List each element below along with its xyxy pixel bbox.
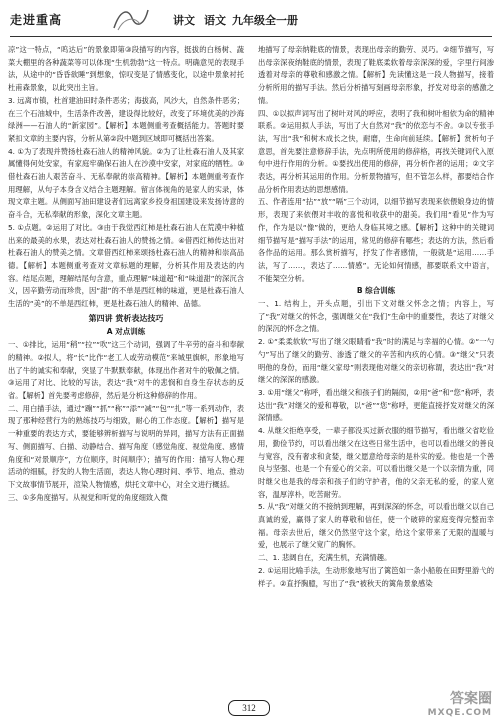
answer-paragraph: 一、1. 结构上，开头点题，引出下文对继父怀念之情；内容上，写了“我”对继父的怀念，强调继父在“我们”生命中的重要性，表达了对继父的深沉的怀念之情。 [258,299,494,334]
answer-paragraph: 2. ①“柔柔软软”写出了继父眼睛看“我”时的满足与幸福的心情。②“一勺勺”写出了继父的勤劳、渗透了继父的辛苦和内疚的心情。③“继父”只表明他的身份，而用“继父家母”则表现他对继父的亲切称谓，表达出“我”对继父的深深的感激。 [258,337,494,385]
answer-paragraph: 地描写了母亲纳鞋底的情景，表现出母亲的勤劳、灵巧。②细节描写，写出母亲深夜纳鞋底的情景，表现了鞋底柔软着母亲深深的爱，字里行间渗透着对母亲的尊敬和感激之情。【解析】先读懂这是一段人物描写，接着分析所用的描写手法。然后分析描写刻画母亲形象，抒发对母亲的感激之情。 [258,45,494,105]
brand-title: 走进重高 [10,13,63,27]
section-label-subject: 语文 [204,14,226,27]
answer-paragraph: 2. ①运用比喻手法，生动形象地写出了篱笆如一条小船般在田野里游弋的样子。②直抒胸臆，写出了“我”被秋天的篱角景象感染 [258,565,494,588]
answer-paragraph: 5. 从“我”对继父的不接纳到理解，再到深深的怀念，可以看出继父以自己真诚的爱，赢得了家人的尊敬和信任，使一个破碎的家庭变得完整而幸福。母亲去世后，继父仍然坚守这个家，给这个家带来了无限的温暖与爱，也展示了继父宽广的胸怀。 [258,502,494,550]
page-footer [0,690,500,726]
answer-paragraph: 三、①多角度描写。从视觉和听觉的角度细致入微 [8,492,168,502]
answer-paragraph: 5. ①点题。②运用了对比。③由于我觉西红柿是杜森石油人在荒漠中种植出来的最美的水果，表达对杜森石油人的赞扬之情。④借西红柿传达出对杜森石油人的赞美之情。文章借西红柿来颂扬杜森石油人的精神和崇高品德。【解析】本题侧重考查对文章标题的理解，分析其作用及表达的内容。结尾点题，理解结尾句含意，重点理解“味道超”和“味道甜”的深沉含义，因辛勤劳动而珍贵，因“甜”的不单是西红柿的味道，更是杜森石油人生活的“美”的不单是西红柿，更是杜森石油人的精神、品德。 [8,222,244,309]
section-label-lecture: 讲文 [173,14,195,27]
answer-paragraph: 四、①以拟声词写出了树叶对风的呼应，表明了我和树叶相依为命的精神联系。②运用拟人手法，写出了大自然对“我”的依恋与不舍。③以专张手法，写出“我”和树木成长之快，耐磨，生命向前延续。【解析】赏析句子意思，首先要注意修辞手法，先点明所使用的修辞格，再找关键词代入原句中进行作用的分析。①要找出使用的修辞，再分析作者的运用；②文字表达，再分析其运用的作用。分析景物描写，但不管怎么样，都要结合作品分析作用表达的思想感情。 [258,108,494,194]
section-label-grade: 九年级全一册 [232,14,298,27]
answer-paragraph: 一、①排比，运用“稍”“拉”“吹”这三个动词，强调了牛辛劳的奋斗和奉献的精神。②拟人，将“长”比作“老工人或劳动模范”来城里旗帜，形象地写出了牛的诚实和奉献，突显了牛默默奉献，体现出作者对牛的敬佩之情。③运用了对比、比较的写法，表达“我”对牛的悲悯和自身生存状态的反省。【解析】首先要考虑修辞，然后是分析这种修辞的作用。 [8,340,244,400]
section-subheading: A 对点训练 [106,327,146,337]
right-column [258,44,494,590]
left-column [8,44,244,504]
answer-paragraph: 3. 远离市镇，杜首建油田时条件恶劣；海拔高，风沙大，自然条件恶劣；在三个石油城中，生活条件改善，建设得比较好，改变了环境优美的沙海绿洲——石油人的“新家园”。【解析】本题侧重考查概括能力。答题时要紧扣文章的主要内容，分析从第②段中题到区域即可概括出答案。 [8,95,244,143]
section-subheading: B 综合训练 [356,286,396,296]
page-header [0,0,500,40]
header-divider [10,36,492,37]
decorative-flourish-icon [110,4,150,34]
answer-paragraph: 4. 从继父拒绝享受，一辈子都没买过新衣服的细节描写，看出继父省吃俭用，勤俭节约，可以看出继父在这些日常生活中，也可以看出继父的善良与宽容，没有奢求和贪婪，继父愿意给母亲的是朴实的爱。他也是一个善良与坚强、也是一个有爱心的父亲。可以看出继父是一个以亲情为重，同时继父也是我的母亲和孩子们的守护者，他的父亲无私的爱，的家人宽容，温厚淳朴，吃苦耐劳。 [258,426,494,499]
answer-paragraph: 五、作者连用“拈”“放”“嗝”三个动词，以细节描写表现来依偎娘身边的情形，表现了来依偎对丰收的喜悦和收获中的甜美。我们用“看见”作为写作，作为是以“像”做的，更给人身临其境之感。【解析】这种中的关键词细节描写是“描写手法”的运用，常见的修辞有哪些；表达的方法，然后看各作品的运用。那么赏析描写，抒发了作者感情，一般就是“运用……手法，写了……，表达了……情感”。无论如何情感，都要联系文中语言，不能架空分析。 [258,197,494,283]
answer-paragraph: 二、1. 悲阔自在，充满生机，充满情趣。 [258,553,392,563]
lesson-heading: 第四讲 赏析表达技巧 [88,313,164,323]
answer-paragraph: 3. ①用“继父”称呼，看出继父和孩子们的隔阂，②用“爸”和“您”称呼，表达出“我”对继父的爱和尊敬，以“爸”“您”称呼，更能直接抒发对继父的深深情感。 [258,387,494,423]
page-number: 312 [228,700,270,716]
answer-paragraph: 二、用白描手法，通过“蹦”“抓”“称”“添”“减”“包”“扎”等一系列动作，表现了那种经营行为的熟练技巧与细致，耐心的工作态度。【解析】描写是一种重要的表达方式，要能够辨析描写与说明的异同，描写方法有正面描写、侧面描写、白描、动静结合、描写角度（感觉角度、视觉角度、感情角度和“对景顺序”，方位顺序，时间顺序）；描写的作用：描写人物心理活动的细腻，抒发的人物生活面，表达人物心理时间、季节、地点、推动下文故事情节展开，渲染人物情感，烘托文章中心，对全文进行概括。 [8,403,244,489]
answer-paragraph: 凉”这一特点，“呜达后”的景象即第③段描写的内容，挺拔的白杨树、蔬菜大棚里的各种蔬菜等可以体现“生机勃勃”这一特点。明确意见的表现手法，从途中的“昏昏欲睡”到想象，惊叹变是了情感变化，以途中景象衬托杜甫森景象，以此突出主旨。 [8,45,244,93]
watermark-logo: 答案圈 MXQE.COM [427,691,492,718]
answer-paragraph: 4. ①为了表现并赞扬杜森石油人的精神风貌。②为了让杜森石油人及其家属懂得何处安家，有家庭牢确保石油人在沙漠中安家，对家庭的牺牲。③借杜森石油人艰苦奋斗、无私奉献的崇高精神。【解析】本题侧重考查作用理解，从句子本身含义结合主题理解。留言体视角的是家人的实录，体现文章主题。从侧面写油田建设者们远离家乡投身祖国建设来发扬诗意的奋斗合，无私奉献的形象，深化文章主题。 [8,146,244,220]
